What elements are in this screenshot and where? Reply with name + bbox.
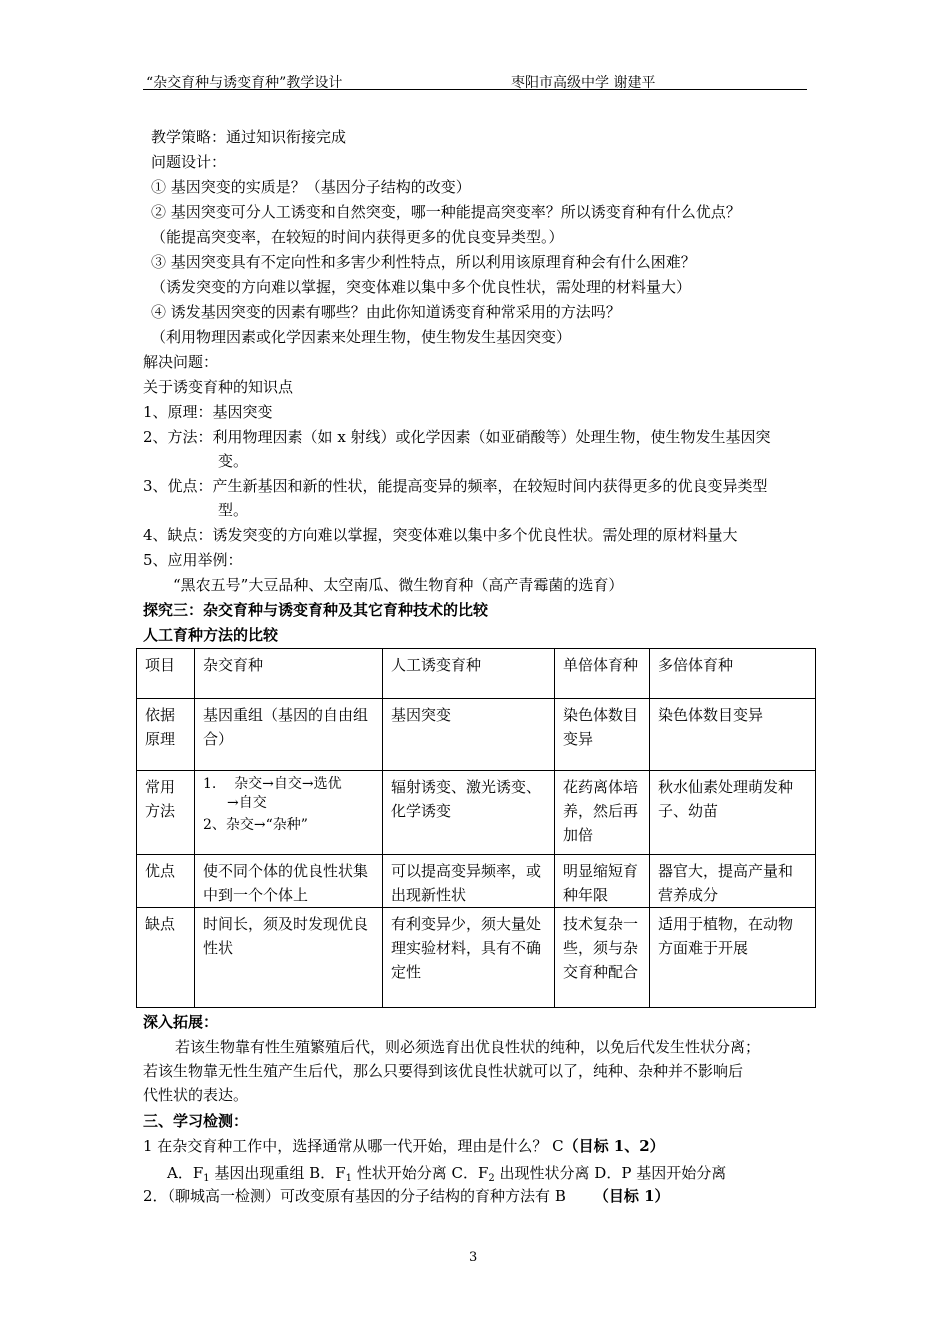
option-b-c-text: 性状开始分离 C．F bbox=[351, 1164, 489, 1182]
explore-title: 探究三：杂交育种与诱变育种及其它育种技术的比较 bbox=[143, 601, 489, 619]
header-cell-cross: 杂交育种 bbox=[195, 649, 383, 699]
point-application: 5、应用举例： bbox=[143, 551, 243, 569]
cell: 有利变异少，须大量处理实验材料，具有不确定性 bbox=[383, 908, 555, 1008]
check-title: 三、学习检测： bbox=[143, 1112, 249, 1130]
cell: 使不同个体的优良性状集中到一个个体上 bbox=[195, 855, 383, 908]
answer-3: （诱发突变的方向难以掌握，突变体难以集中多个优良性状，需处理的材料量大） bbox=[151, 278, 692, 296]
point-disadvantage: 4、缺点：诱发突变的方向难以掌握，突变体难以集中多个优良性状。需处理的原材料量大 bbox=[143, 526, 738, 544]
table-title: 人工育种方法的比较 bbox=[143, 626, 279, 644]
solve-subtitle: 关于诱变育种的知识点 bbox=[143, 378, 294, 396]
cell: 可以提高变异频率，或出现新性状 bbox=[383, 855, 555, 908]
option-c-d-text: 出现性状分离 D．P 基因开始分离 bbox=[494, 1164, 727, 1182]
row-label-principle: 依据原理 bbox=[137, 699, 195, 771]
question-check-2 bbox=[143, 1186, 670, 1206]
table-row bbox=[137, 771, 816, 855]
page-number: 3 bbox=[469, 1250, 478, 1265]
point-principle: 1、原理：基因突变 bbox=[143, 403, 273, 421]
question-check-1-goal: （目标 1、2） bbox=[563, 1137, 665, 1155]
comparison-table bbox=[136, 648, 816, 1008]
option-a-subscript: 1 bbox=[203, 1173, 210, 1184]
header-left-title: “杂交育种与诱变育种”教学设计 bbox=[146, 75, 343, 91]
row-label-method: 常用方法 bbox=[137, 771, 195, 855]
cell: 染色体数目变异 bbox=[650, 699, 816, 771]
header-cell-item: 项目 bbox=[137, 649, 195, 699]
cell: 秋水仙素处理萌发种子、幼苗 bbox=[650, 771, 816, 855]
cell: 技术复杂一些，须与杂交育种配合 bbox=[555, 908, 650, 1008]
strategy-line: 教学策略：通过知识衔接完成 bbox=[151, 128, 347, 146]
option-a-b-text: 基因出现重组 B．F bbox=[209, 1164, 346, 1182]
cell: 花药离体培养，然后再加倍 bbox=[555, 771, 650, 855]
option-a-prefix: A．F bbox=[167, 1164, 204, 1182]
header-rule bbox=[143, 89, 807, 90]
cell: 器官大，提高产量和营养成分 bbox=[650, 855, 816, 908]
header-cell-polyploid: 多倍体育种 bbox=[650, 649, 816, 699]
row-label-disadvantage: 缺点 bbox=[137, 908, 195, 1008]
extend-line-1: 若该生物靠有性生殖繁殖后代，则必须选育出优良性状的纯种，以免后代发生性状分离； bbox=[175, 1038, 761, 1056]
header-cell-haploid: 单倍体育种 bbox=[555, 649, 650, 699]
cell: 染色体数目变异 bbox=[555, 699, 650, 771]
cell: 基因突变 bbox=[383, 699, 555, 771]
method-item-2: 2、杂交→“杂种” bbox=[203, 817, 308, 833]
answer-4: （利用物理因素或化学因素来处理生物，使生物发生基因突变） bbox=[151, 328, 572, 346]
cell: 适用于植物，在动物方面难于开展 bbox=[650, 908, 816, 1008]
point-advantage: 3、优点：产生新基因和新的性状，能提高变异的频率，在较短时间内获得更多的优良变异类型 bbox=[143, 477, 768, 495]
point-advantage-cont: 型。 bbox=[218, 501, 249, 519]
question-4: ④ 诱发基因突变的因素有哪些？由此你知道诱变育种常采用的方法吗？ bbox=[151, 303, 621, 321]
question-check-2-goal: （目标 1） bbox=[593, 1187, 670, 1205]
question-design-label: 问题设计： bbox=[151, 153, 227, 171]
answer-2: （能提高突变率，在较短的时间内获得更多的优良变异类型。） bbox=[151, 228, 564, 246]
row-label-advantage: 优点 bbox=[137, 855, 195, 908]
table-row bbox=[137, 908, 816, 1008]
header-cell-mutation: 人工诱变育种 bbox=[383, 649, 555, 699]
cell: 辐射诱变、激光诱变、化学诱变 bbox=[383, 771, 555, 855]
extend-line-2: 若该生物靠无性生殖产生后代，那么只要得到该优良性状就可以了，纯种、杂种并不影响后 bbox=[143, 1062, 744, 1080]
cell: 基因重组（基因的自由组合） bbox=[195, 699, 383, 771]
extend-line-3: 代性状的表达。 bbox=[143, 1086, 249, 1104]
table-row bbox=[137, 855, 816, 908]
method-item-1 bbox=[203, 775, 374, 794]
cell: 明显缩短育种年限 bbox=[555, 855, 650, 908]
question-1: ① 基因突变的实质是？（基因分子结构的改变） bbox=[151, 178, 471, 196]
header-right-author: 枣阳市高级中学 谢建平 bbox=[511, 75, 656, 91]
question-2: ② 基因突变可分人工诱变和自然突变，哪一种能提高突变率？所以诱变育种有什么优点？ bbox=[151, 203, 741, 221]
method-list bbox=[203, 775, 374, 835]
point-method: 2、方法：利用物理因素（如 x 射线）或化学因素（如亚硝酸等）处理生物，使生物发生基因突 bbox=[143, 428, 771, 446]
cell: 时间长，须及时发现优良性状 bbox=[195, 908, 383, 1008]
question-check-2-text: 2．（聊城高一检测）可改变原有基因的分子结构的育种方法有 B bbox=[143, 1187, 566, 1205]
method-item-1-number: 1. bbox=[203, 776, 217, 792]
question-check-1 bbox=[143, 1136, 665, 1156]
cell-method-list bbox=[195, 771, 383, 855]
table-row bbox=[137, 699, 816, 771]
option-b-subscript: 1 bbox=[345, 1173, 352, 1184]
point-method-cont: 变。 bbox=[218, 452, 249, 470]
solve-title: 解决问题： bbox=[143, 353, 219, 371]
table-header-row bbox=[137, 649, 816, 699]
method-item-1-text: 杂交→自交→选优 bbox=[234, 776, 342, 792]
extend-title: 深入拓展： bbox=[143, 1013, 219, 1031]
question-check-1-text: 1 在杂交育种工作中，选择通常从哪一代开始，理由是什么？ C bbox=[143, 1137, 564, 1155]
question-3: ③ 基因突变具有不定向性和多害少利性特点，所以利用该原理育种会有什么困难？ bbox=[151, 253, 696, 271]
application-examples: “黑农五号”大豆品种、太空南瓜、微生物育种（高产青霉菌的选育） bbox=[173, 576, 624, 594]
option-c-subscript: 2 bbox=[488, 1173, 495, 1184]
method-item-1-cont: →自交 bbox=[227, 795, 267, 811]
